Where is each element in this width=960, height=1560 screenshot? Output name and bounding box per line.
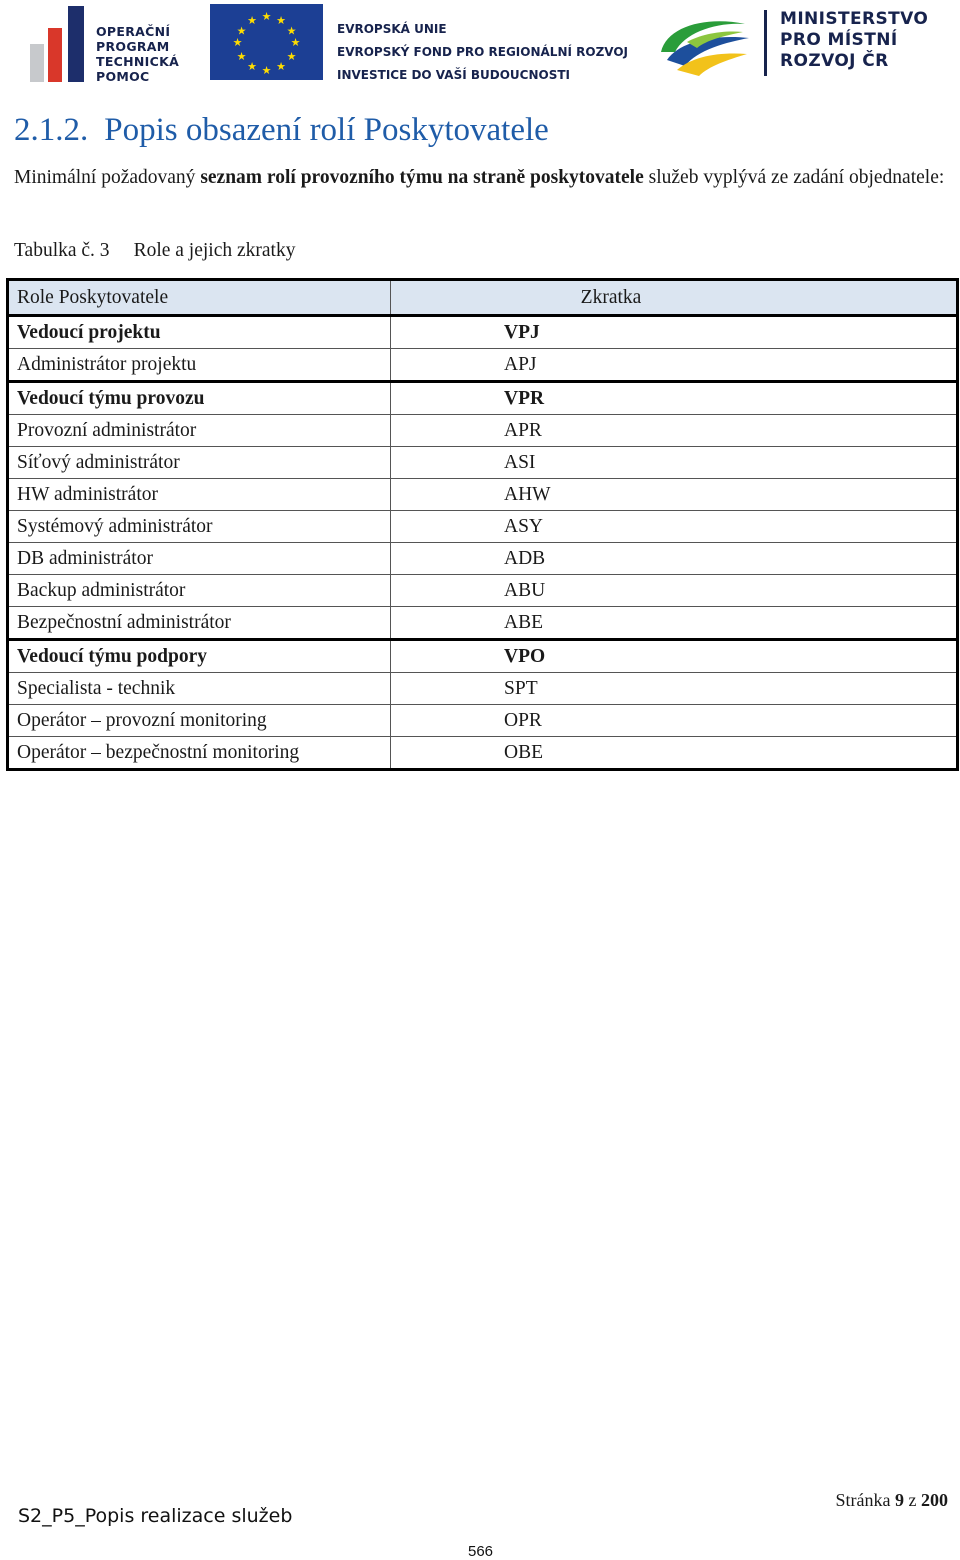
role-cell: Provozní administrátor: [8, 415, 391, 447]
abbr-cell: ASY: [391, 511, 958, 543]
page-current: 9: [895, 1490, 904, 1510]
table-row: [8, 382, 958, 415]
header-abbr: Zkratka: [391, 280, 958, 316]
svg-text:★: ★: [261, 64, 272, 77]
header-role: Role Poskytovatele: [8, 280, 391, 316]
table-row: [8, 447, 958, 479]
svg-text:★: ★: [286, 24, 297, 38]
abbr-cell: VPJ: [391, 316, 958, 349]
mmr-logo-text: [780, 9, 928, 72]
caption-label: Tabulka č. 3: [14, 240, 110, 261]
table-row: [8, 543, 958, 575]
abbr-cell: VPO: [391, 640, 958, 673]
table-row: [8, 607, 958, 640]
svg-text:★: ★: [232, 36, 243, 49]
optp-bars-icon: [28, 6, 88, 82]
abbr-cell: ABU: [391, 575, 958, 607]
table-row: [8, 511, 958, 543]
role-cell: Administrátor projektu: [8, 349, 391, 382]
table-row: [8, 737, 958, 770]
abbr-cell: ABE: [391, 607, 958, 640]
svg-text:★: ★: [261, 10, 272, 23]
svg-text:★: ★: [236, 24, 247, 38]
abbr-cell: ADB: [391, 543, 958, 575]
optp-line-1: OPERAČNÍ: [96, 24, 171, 39]
optp-line-3: TECHNICKÁ: [96, 54, 180, 69]
table-row: [8, 349, 958, 382]
table-row: [8, 479, 958, 511]
abbr-cell: VPR: [391, 382, 958, 415]
eu-flag-icon: [210, 4, 323, 80]
roles-table: [6, 278, 959, 771]
table-row: [8, 705, 958, 737]
abbr-cell: SPT: [391, 673, 958, 705]
role-cell: Specialista - technik: [8, 673, 391, 705]
table-row: [8, 640, 958, 673]
svg-text:★: ★: [236, 50, 247, 63]
abbr-cell: OBE: [391, 737, 958, 770]
svg-text:★: ★: [247, 14, 257, 27]
mmr-line-1: MINISTERSTVO: [780, 9, 929, 29]
table-row: [8, 316, 958, 349]
role-cell: Operátor – provozní monitoring: [8, 705, 391, 737]
table-caption: [14, 240, 295, 262]
role-cell: Backup administrátor: [8, 575, 391, 607]
mmr-divider: [764, 10, 767, 76]
optp-line-4: POMOC: [96, 69, 150, 84]
role-cell: Vedoucí týmu provozu: [8, 382, 391, 415]
abbr-cell: OPR: [391, 705, 958, 737]
svg-text:★: ★: [276, 14, 286, 27]
mmr-line-3: ROZVOJ ČR: [780, 51, 889, 71]
role-cell: Bezpečnostní administrátor: [8, 607, 391, 640]
svg-text:★: ★: [286, 50, 297, 63]
abbr-cell: AHW: [391, 479, 958, 511]
role-cell: DB administrátor: [8, 543, 391, 575]
role-cell: Síťový administrátor: [8, 447, 391, 479]
abbr-cell: APJ: [391, 349, 958, 382]
optp-logo: [28, 6, 188, 82]
page-of: z: [908, 1490, 917, 1510]
intro-text-bold: seznam rolí provozního týmu na straně poskytovatele: [200, 167, 644, 188]
page-label: Stránka: [835, 1490, 891, 1510]
table-row: [8, 673, 958, 705]
table-header-row: [8, 280, 958, 316]
optp-line-2: PROGRAM: [96, 39, 170, 54]
page-number: [836, 1490, 948, 1511]
svg-text:★: ★: [247, 60, 257, 73]
eu-line-1: EVROPSKÁ UNIE: [337, 22, 447, 36]
caption-name: Role a jejich zkratky: [133, 240, 296, 261]
role-cell: Vedoucí projektu: [8, 316, 391, 349]
abbr-cell: APR: [391, 415, 958, 447]
intro-paragraph: [14, 165, 946, 190]
svg-text:★: ★: [290, 36, 301, 49]
page-total: 200: [921, 1490, 948, 1510]
eu-line-2: EVROPSKÝ FOND PRO REGIONÁLNÍ ROZVOJ: [337, 45, 629, 59]
table-row: [8, 575, 958, 607]
eu-line-3: INVESTICE DO VAŠÍ BUDOUCNOSTI: [337, 68, 570, 82]
intro-text-2: služeb vyplývá ze zadání objednatele:: [643, 167, 945, 188]
role-cell: Operátor – bezpečnostní monitoring: [8, 737, 391, 770]
abbr-cell: ASI: [391, 447, 958, 479]
table-row: [8, 415, 958, 447]
role-cell: HW administrátor: [8, 479, 391, 511]
section-heading: [14, 112, 549, 149]
eu-logo-text: [337, 18, 628, 87]
mmr-line-2: PRO MÍSTNÍ: [780, 30, 898, 50]
role-cell: Vedoucí týmu podpory: [8, 640, 391, 673]
section-title: Popis obsazení rolí Poskytovatele: [104, 112, 549, 148]
mmr-swirl-icon: [657, 12, 752, 78]
optp-logo-text: [96, 24, 179, 84]
svg-text:★: ★: [276, 60, 286, 73]
footer-document-name: S2_P5_Popis realizace služeb: [18, 1505, 293, 1527]
page-code: 566: [468, 1543, 494, 1560]
role-cell: Systémový administrátor: [8, 511, 391, 543]
header-logos: [0, 4, 960, 84]
intro-text-1: Minimální požadovaný: [14, 167, 201, 188]
section-number: 2.1.2.: [14, 112, 89, 148]
